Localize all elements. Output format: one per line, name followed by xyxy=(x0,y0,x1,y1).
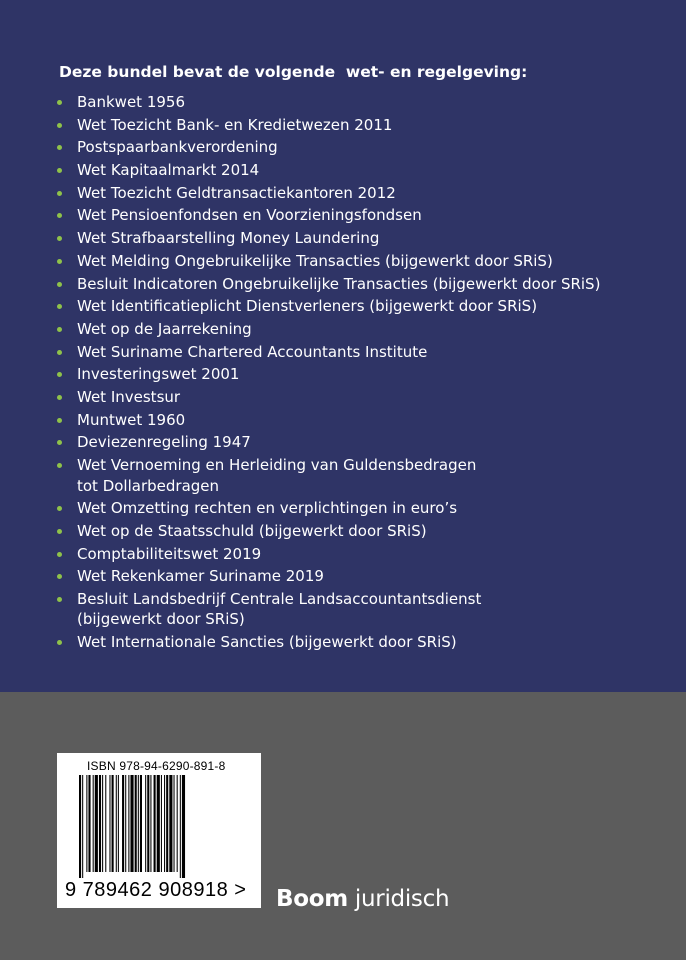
barcode-bar xyxy=(169,775,172,872)
bullet-icon xyxy=(57,304,62,309)
list-item-text: tot Dollarbedragen xyxy=(77,476,220,495)
barcode-bar xyxy=(177,775,178,872)
bullet-icon xyxy=(57,168,62,173)
list-item-text: Deviezenregeling 1947 xyxy=(77,433,251,452)
list-item-text: Bankwet 1956 xyxy=(77,93,185,111)
barcode-bar xyxy=(99,775,101,872)
list-item xyxy=(57,544,657,565)
list-item-text: Wet Identificatieplicht Dienstverleners (bijgewerkt door SRiS) xyxy=(77,297,538,316)
barcode-bar xyxy=(95,775,98,872)
list-item-text: Muntwet 1960 xyxy=(77,410,186,429)
bullet-icon xyxy=(57,191,62,196)
barcode-bar xyxy=(88,775,90,872)
bullet-icon xyxy=(57,145,62,150)
list-item-text: Besluit Indicatoren Ongebruikelijke Transacties (bijgewerkt door SRiS) xyxy=(77,274,601,293)
bullet-icon xyxy=(57,282,62,287)
list-item xyxy=(57,137,657,158)
barcode-bar xyxy=(154,775,156,872)
barcode-bar xyxy=(125,775,126,872)
barcode-bar xyxy=(150,775,151,872)
barcode-bar xyxy=(79,775,81,878)
list-item-text: Wet Melding Ongebruikelijke Transacties (bijgewerkt door SRiS) xyxy=(77,251,553,270)
bullet-icon xyxy=(57,327,62,332)
barcode-bar xyxy=(82,775,83,878)
barcode-bar xyxy=(138,775,139,872)
list-item-text: Besluit Landsbedrijf Centrale Landsaccountantsdienst xyxy=(77,589,482,608)
list-item xyxy=(57,228,657,249)
barcode-bars xyxy=(79,775,249,878)
bullet-icon xyxy=(57,213,62,218)
list-item xyxy=(57,319,657,340)
bullet-icon xyxy=(57,350,62,355)
list-item xyxy=(57,274,657,295)
isbn-text: ISBN 978-94-6290-891-8 xyxy=(87,759,226,773)
list-item xyxy=(57,432,657,453)
list-item-text: Wet Vernoeming en Herleiding van Guldensbedragen xyxy=(77,456,477,474)
list-item-text: (bijgewerkt door SRiS) xyxy=(77,610,245,629)
list-item xyxy=(57,115,657,136)
list-item xyxy=(57,364,657,385)
barcode-bar xyxy=(147,775,149,872)
barcode-label xyxy=(57,753,261,908)
barcode-bar xyxy=(109,775,110,872)
list-item-text: Wet Toezicht Bank- en Kredietwezen 2011 xyxy=(77,115,393,134)
bullet-icon xyxy=(57,640,62,645)
list-item xyxy=(57,455,657,496)
barcode-bar xyxy=(174,775,175,872)
list-item xyxy=(57,342,657,363)
list-item-text: Wet Omzetting rechten en verplichtingen in euro’s xyxy=(77,499,458,518)
barcode-bar xyxy=(86,775,87,872)
barcode-bar xyxy=(157,775,160,872)
publisher-logo xyxy=(276,886,449,912)
barcode-bar xyxy=(118,775,119,872)
list-item-text: Wet op de Staatsschuld (bijgewerkt door SRiS) xyxy=(77,521,427,540)
list-item-text: Wet Rekenkamer Suriname 2019 xyxy=(77,567,324,586)
list-item-text: Wet Internationale Sancties (bijgewerkt door SRiS) xyxy=(77,633,457,652)
list-item-text: Wet Pensioenfondsen en Voorzieningsfondsen xyxy=(77,206,422,225)
barcode-bar xyxy=(128,775,129,872)
list-item-text: Wet op de Jaarrekening xyxy=(77,319,252,338)
barcode-bar xyxy=(122,775,124,872)
list-heading: Deze bundel bevat de volgende wet- en regelgeving: xyxy=(59,63,528,81)
bullet-icon xyxy=(57,506,62,511)
list-item-text: Investeringswet 2001 xyxy=(77,365,240,384)
legislation-list xyxy=(57,92,657,655)
list-item-text: Postspaarbankverordening xyxy=(77,138,278,157)
list-item xyxy=(57,589,657,630)
barcode-bar xyxy=(135,775,137,872)
list-item xyxy=(57,498,657,519)
list-item xyxy=(57,632,657,653)
bullet-icon xyxy=(57,123,62,128)
list-item-text: Wet Kapitaalmarkt 2014 xyxy=(77,161,260,180)
bullet-icon xyxy=(57,440,62,445)
barcode-bar xyxy=(166,775,168,872)
bullet-icon xyxy=(57,372,62,377)
barcode-bar xyxy=(93,775,94,872)
barcode-bar xyxy=(116,775,117,872)
list-item xyxy=(57,387,657,408)
bullet-icon xyxy=(57,418,62,423)
bullet-icon xyxy=(57,259,62,264)
barcode-bar xyxy=(130,775,133,872)
list-item xyxy=(57,521,657,542)
list-item xyxy=(57,183,657,204)
list-item xyxy=(57,160,657,181)
list-item-text: Wet Strafbaarstelling Money Laundering xyxy=(77,229,380,248)
barcode-bar xyxy=(145,775,146,872)
bullet-icon xyxy=(57,552,62,557)
publisher-logo-juridisch: juridisch xyxy=(354,886,450,912)
barcode-bar xyxy=(182,775,185,878)
bullet-icon xyxy=(57,463,62,468)
barcode-bar xyxy=(105,775,106,872)
publisher-logo-boom: Boom xyxy=(276,886,348,912)
bullet-icon xyxy=(57,395,62,400)
bullet-icon xyxy=(57,529,62,534)
list-item-text: Wet Suriname Chartered Accountants Institute xyxy=(77,342,428,361)
list-item xyxy=(57,296,657,317)
list-item xyxy=(57,566,657,587)
barcode-bar xyxy=(102,775,103,872)
list-item-text: Wet Toezicht Geldtransactiekantoren 2012 xyxy=(77,183,396,202)
barcode-bar xyxy=(180,775,181,878)
barcode-digits: 9 789462 908918 > xyxy=(65,879,247,901)
list-item-text: Comptabiliteitswet 2019 xyxy=(77,544,262,563)
list-item-text: Wet Investsur xyxy=(77,387,181,406)
bullet-icon xyxy=(57,100,62,105)
barcode-bar xyxy=(112,775,114,872)
bullet-icon xyxy=(57,597,62,602)
list-item xyxy=(57,410,657,431)
barcode-bar xyxy=(161,775,162,872)
barcode-bar xyxy=(140,775,142,872)
list-item xyxy=(57,205,657,226)
barcode-bar xyxy=(164,775,165,872)
bullet-icon xyxy=(57,574,62,579)
bullet-icon xyxy=(57,236,62,241)
list-item xyxy=(57,251,657,272)
list-item xyxy=(57,92,657,113)
